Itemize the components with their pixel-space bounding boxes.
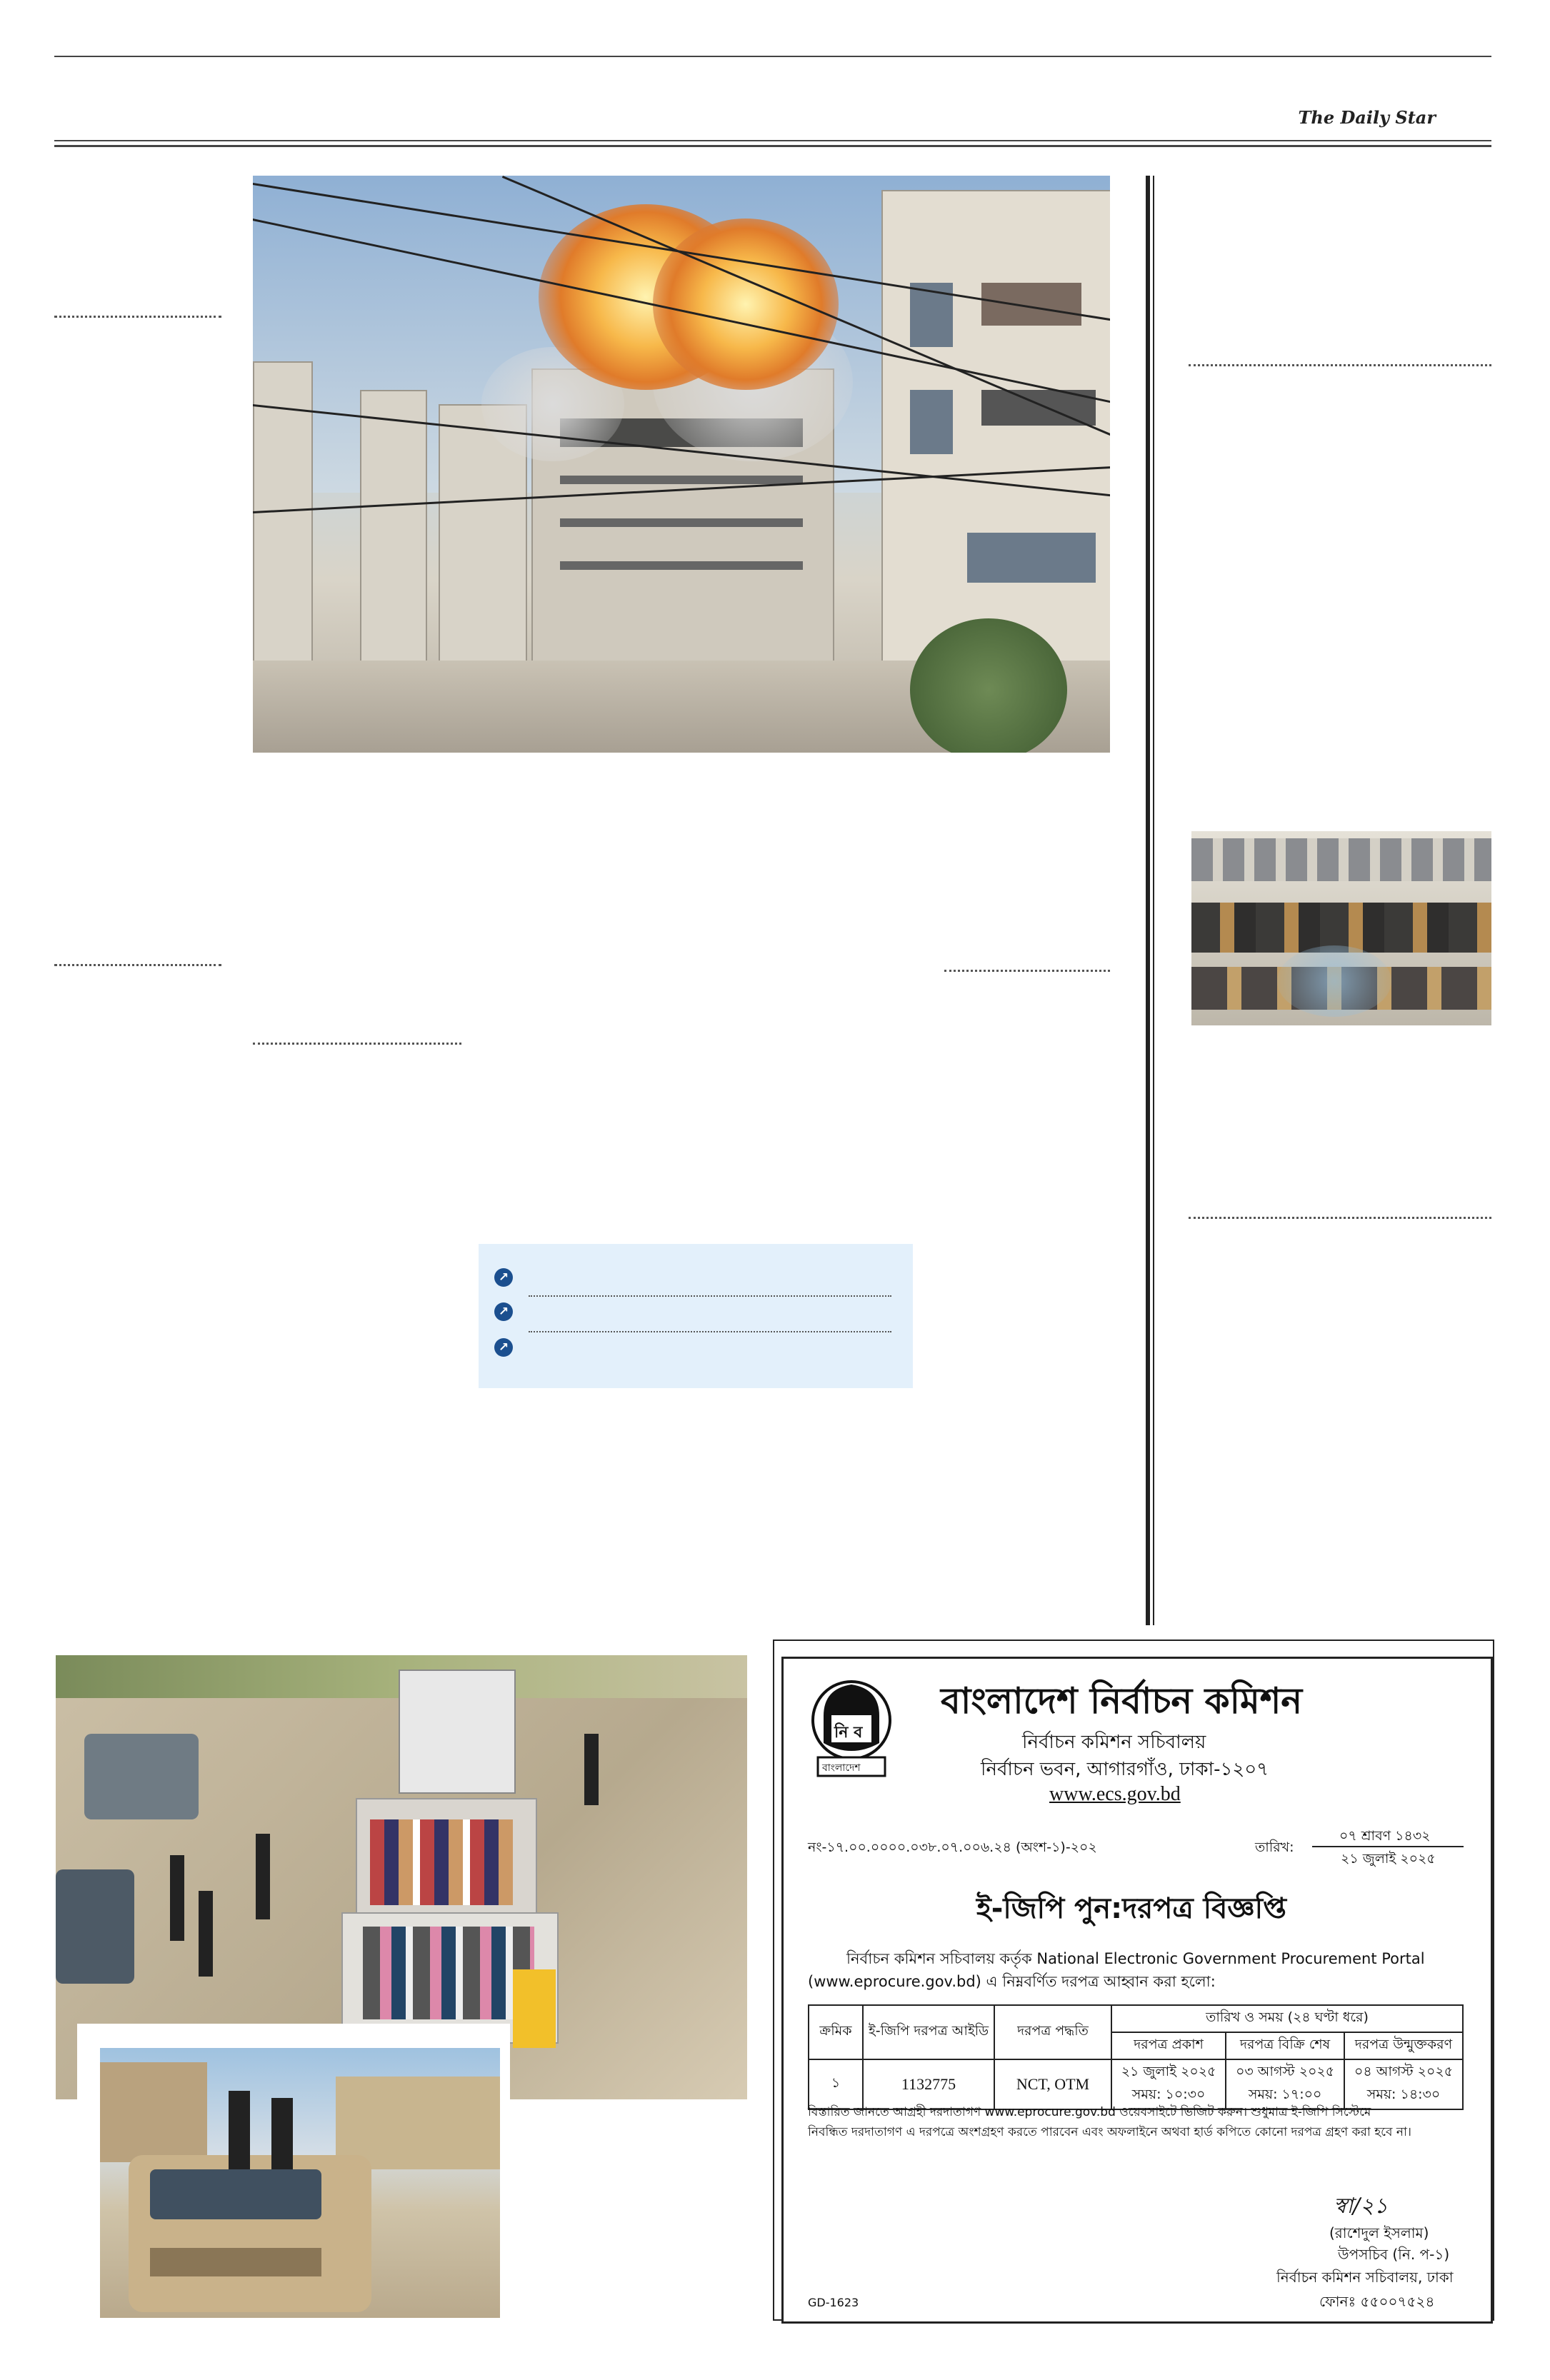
hero-photo-explosion	[253, 176, 1110, 753]
date-divider	[1312, 1846, 1464, 1847]
signatory-title: উপসচিব (নি. প-১)	[1338, 2246, 1450, 2263]
col-method-header: দরপত্র পদ্ধতি	[994, 2005, 1111, 2059]
cell-serial: ১	[809, 2059, 863, 2109]
notice-heading: ই-জিপি পুন:দরপত্র বিজ্ঞপ্তি	[976, 1892, 1286, 1925]
main-col-separator-2	[944, 970, 1110, 972]
tender-table	[808, 2004, 1464, 2110]
cell-sale-end	[1226, 2059, 1344, 2109]
intro-line-1: নির্বাচন কমিশন সচিবালয় কর্তৃক National Electronic Government Procurement Portal	[846, 1950, 1425, 1967]
memo-number: নং-১৭.০০.০০০০.০৩৮.০৭.০০৬.২৪ (অংশ-১)-২০২	[808, 1839, 1097, 1855]
col-serial-header: ক্রমিক	[809, 2005, 863, 2059]
column-divider	[1146, 176, 1150, 1625]
date-label: তারিখ:	[1255, 1839, 1294, 1855]
signatory-office: নির্বাচন কমিশন সচিবালয়, ঢাকা	[1276, 2269, 1454, 2286]
col-publish-header: দরপত্র প্রকাশ	[1111, 2032, 1226, 2059]
cell-publish	[1111, 2059, 1226, 2109]
bullet-separator-1	[529, 1295, 891, 1297]
header-rule-2	[54, 145, 1491, 147]
gd-number: GD-1623	[808, 2296, 859, 2309]
date-bangla: ০৭ শ্রাবণ ১৪৩২	[1339, 1828, 1431, 1844]
masthead-logo: The Daily Star	[1298, 107, 1436, 128]
opening-date: ০৪ আগস্ট ২০২৫	[1354, 2064, 1454, 2079]
sale-end-time: সময়: ১৭:০০	[1248, 2087, 1322, 2102]
notice-title: বাংলাদেশ নির্বাচন কমিশন	[941, 1680, 1303, 1722]
photo-inset-pickup-truck	[77, 2024, 510, 2326]
publish-date: ২১ জুলাই ২০২৫	[1121, 2064, 1216, 2079]
date-english: ২১ জুলাই ২০২৫	[1341, 1851, 1436, 1867]
arrow-circle-icon[interactable]: ↗	[494, 1268, 513, 1287]
col-opening-header: দরপত্র উন্মুক্তকরণ	[1344, 2032, 1463, 2059]
col-date-group-header: তারিখ ও সময় (২৪ ঘণ্টা ধরে)	[1111, 2005, 1463, 2032]
col-sale-end-header: দরপত্র বিক্রি শেষ	[1226, 2032, 1344, 2059]
sale-end-date: ০৩ আগস্ট ২০২৫	[1236, 2064, 1335, 2079]
left-col-separator-1	[54, 316, 221, 318]
arrow-circle-icon[interactable]: ↗	[494, 1338, 513, 1357]
arrow-circle-icon[interactable]: ↗	[494, 1302, 513, 1321]
details-line-2: নিবন্ধিত দরদাতাগণ এ দরপত্রে অংশগ্রহণ করতে পারবেন এবং অফলাইনে অথবা হার্ড কপিতে কোনো দরপত্র গ্রহণ করা হবে না।	[808, 2125, 1411, 2139]
details-line-1: বিস্তারিত জানতে আগ্রহী দরদাতাগণ www.eprocure.gov.bd ওয়েবসাইটে ভিজিট করুন। শুধুমাত্র ই-জিপি সিস্টেমে	[808, 2105, 1371, 2119]
ec-tender-notice	[781, 1657, 1493, 2324]
signature: স্বা/২১	[1334, 2194, 1389, 2219]
related-links-box	[479, 1244, 913, 1388]
emblem-text: নি ব	[834, 1724, 863, 1742]
signatory-name: (রাশেদুল ইসলাম)	[1329, 2224, 1429, 2241]
left-col-separator-2	[54, 964, 221, 966]
publish-time: সময়: ১০:৩০	[1131, 2087, 1206, 2102]
column-divider-thin	[1153, 176, 1154, 1625]
cell-opening	[1344, 2059, 1463, 2109]
header-rule-1	[54, 140, 1491, 141]
col-id-header: ই-জিপি দরপত্র আইডি	[863, 2005, 994, 2059]
bullet-separator-2	[529, 1331, 891, 1332]
top-rule	[54, 56, 1491, 57]
emblem-banner: বাংলাদেশ	[822, 1762, 861, 1774]
website-link[interactable]: www.ecs.gov.bd	[1049, 1783, 1181, 1805]
phone: ফোনঃ ৫৫০০৭৫২৪	[1319, 2293, 1435, 2310]
secretariat: নির্বাচন কমিশন সচিবালয়	[1022, 1732, 1206, 1753]
main-col-separator-1	[253, 1043, 461, 1045]
side-photo-damaged-building	[1191, 831, 1491, 1025]
cell-method: NCT, OTM	[994, 2059, 1111, 2109]
cell-tender-id: 1132775	[863, 2059, 994, 2109]
opening-time: সময়: ১৪:৩০	[1366, 2087, 1441, 2102]
address: নির্বাচন ভবন, আগারগাঁও, ঢাকা-১২০৭	[981, 1759, 1269, 1780]
right-col-separator-1	[1189, 364, 1491, 366]
intro-line-2: (www.eprocure.gov.bd) এ নিম্নবর্ণিত দরপত্র আহ্বান করা হলো:	[808, 1973, 1216, 1990]
right-col-separator-2	[1189, 1217, 1491, 1219]
